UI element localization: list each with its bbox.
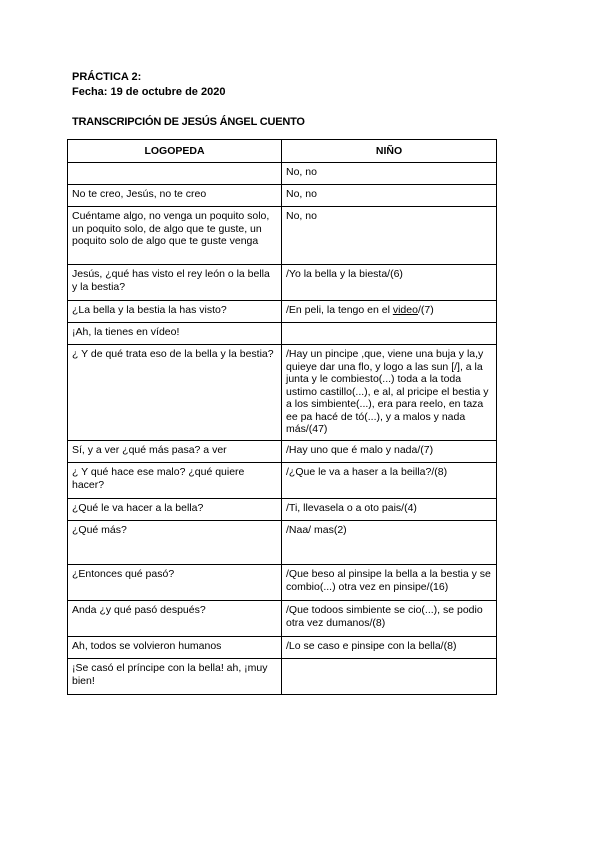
date-label: Fecha: 19 de octubre de 2020 [72,86,226,98]
table-row [68,659,497,695]
table-row [68,441,497,463]
header-nino: NIÑO [282,140,497,163]
table-row [68,323,497,345]
table-row [68,301,497,323]
table-row [68,601,497,637]
document-header [72,70,225,100]
logopeda-cell: ¡Ah, la tienes en vídeo! [68,323,282,345]
nino-cell [282,659,497,695]
table-row [68,163,497,185]
nino-cell: /Naa/ mas(2) [282,521,497,565]
nino-cell: /Que beso al pinsipe la bella a la bestia y se combio(...) otra vez en pinsipe/(16) [282,565,497,601]
nino-text-start: /En peli, la tengo en el [286,304,393,316]
logopeda-cell: Anda ¿y qué pasó después? [68,601,282,637]
logopeda-cell: Ah, todos se volvieron humanos [68,637,282,659]
table-header-row [68,140,497,163]
table-row [68,207,497,265]
nino-cell [282,301,497,323]
logopeda-cell: ¿ Y qué hace ese malo? ¿qué quiere hacer? [68,463,282,499]
nino-cell: /Hay un pincipe ,que, viene una buja y la,y quieye dar una flo, y logo a las sun [/], a la junta y le combiesto(...) toda a la toda ustimo castillo(...), e al, al pricipe el bestia y a los simbiente(...), era para reelo, en taza ee pa hacé de tó(...), y a malos y nada más/(47) [282,345,497,441]
logopeda-cell: ¿ Y de qué trata eso de la bella y la bestia? [68,345,282,441]
logopeda-cell: ¡Se casó el príncipe con la bella! ah, ¡muy bien! [68,659,282,695]
table-row [68,345,497,441]
nino-cell: /Yo la bella y la biesta/(6) [282,265,497,301]
table-row [68,185,497,207]
header-logopeda: LOGOPEDA [68,140,282,163]
transcript-table [67,139,497,695]
practice-label: PRÁCTICA 2: [72,71,142,83]
logopeda-cell: ¿Entonces qué pasó? [68,565,282,601]
nino-cell: /Lo se caso e pinsipe con la bella/(8) [282,637,497,659]
logopeda-cell: No te creo, Jesús, no te creo [68,185,282,207]
nino-cell: /Hay uno que é malo y nada/(7) [282,441,497,463]
nino-text-end: /(7) [417,304,434,316]
nino-cell: /Que todoos simbiente se cio(...), se podio otra vez dumanos/(8) [282,601,497,637]
table-row [68,565,497,601]
logopeda-cell: Cuéntame algo, no venga un poquito solo, un poquito solo, de algo que te guste, un poquito solo de algo que te guste venga [68,207,282,265]
nino-cell [282,323,497,345]
nino-cell: No, no [282,185,497,207]
nino-cell: /¿Que le va a haser a la beilla?/(8) [282,463,497,499]
nino-cell: /Ti, llevasela o a oto pais/(4) [282,499,497,521]
video-word: video [392,304,418,316]
table-row [68,499,497,521]
table-row [68,521,497,565]
table-row [68,265,497,301]
nino-cell: No, no [282,163,497,185]
table-row [68,463,497,499]
logopeda-cell: Jesús, ¿qué has visto el rey león o la bella y la bestia? [68,265,282,301]
logopeda-cell [68,163,282,185]
page-title: TRANSCRIPCIÓN DE JESÚS ÁNGEL CUENTO [72,116,305,128]
nino-cell: No, no [282,207,497,265]
logopeda-cell: ¿Qué más? [68,521,282,565]
table-row [68,637,497,659]
logopeda-cell: Sí, y a ver ¿qué más pasa? a ver [68,441,282,463]
logopeda-cell: ¿La bella y la bestia la has visto? [68,301,282,323]
logopeda-cell: ¿Qué le va hacer a la bella? [68,499,282,521]
